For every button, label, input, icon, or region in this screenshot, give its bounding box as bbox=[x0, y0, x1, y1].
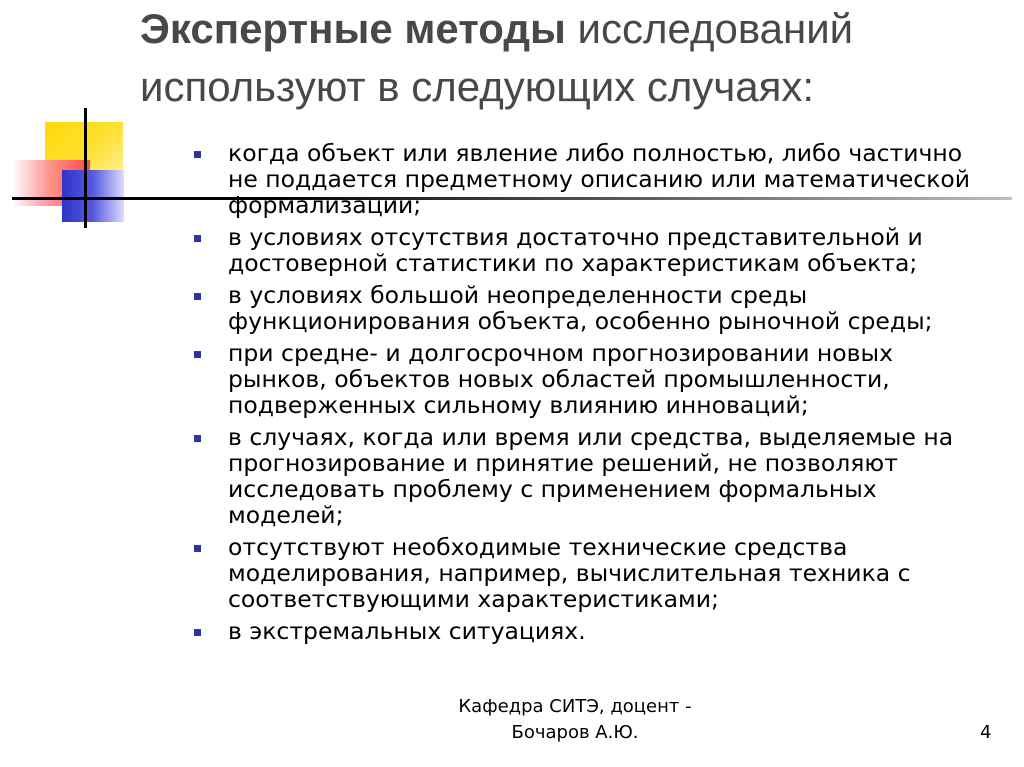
slide-title-line2: используют в следующих случаях: bbox=[140, 63, 815, 110]
footer-author bbox=[440, 694, 710, 746]
decorative-blue-square bbox=[62, 170, 124, 222]
bullet-square-icon bbox=[194, 629, 201, 636]
bullet-square-icon bbox=[194, 351, 201, 358]
bullet-square-icon bbox=[194, 545, 201, 552]
list-item bbox=[188, 282, 988, 334]
slide-title-rest: исследований bbox=[565, 5, 854, 52]
slide-title bbox=[140, 0, 1010, 116]
list-item-text: в случаях, когда или время или средства, выделяемые на прогнозирование и принятие решений, не позволяют исследовать проблему с применением формальных моделей; bbox=[228, 423, 954, 529]
list-item bbox=[188, 534, 988, 612]
decorative-vertical-line bbox=[84, 108, 87, 228]
list-item-text: в условиях большой неопределенности среды функционирования объекта, особенно рыночной среды; bbox=[228, 281, 933, 335]
list-item-text: отсутствуют необходимые технические средства моделирования, например, вычислительная техника с соответствующими характеристиками; bbox=[228, 533, 911, 613]
list-item bbox=[188, 424, 988, 528]
list-item bbox=[188, 140, 988, 218]
bullet-square-icon bbox=[194, 235, 201, 242]
list-item bbox=[188, 224, 988, 276]
footer-line-1: Кафедра СИТЭ, доцент - bbox=[458, 696, 692, 717]
list-item bbox=[188, 618, 988, 644]
bullet-list bbox=[188, 140, 988, 650]
list-item bbox=[188, 340, 988, 418]
bullet-square-icon bbox=[194, 435, 201, 442]
bullet-square-icon bbox=[194, 293, 201, 300]
slide-title-bold: Экспертные методы bbox=[140, 5, 566, 52]
list-item-text: при средне- и долгосрочном прогнозировании новых рынков, объектов новых областей промышленности, подверженных сильному влиянию инноваций; bbox=[228, 339, 893, 419]
list-item-text: в условиях отсутствия достаточно представительной и достоверной статистики по характеристикам объекта; bbox=[228, 223, 923, 277]
list-item-text: когда объект или явление либо полностью, либо частично не поддается предметному описанию или математической формализации; bbox=[228, 139, 971, 219]
bullet-square-icon bbox=[194, 151, 201, 158]
footer-line-2: Бочаров А.Ю. bbox=[511, 722, 639, 743]
list-item-text: в экстремальных ситуациях. bbox=[228, 617, 586, 645]
page-number: 4 bbox=[980, 722, 992, 743]
